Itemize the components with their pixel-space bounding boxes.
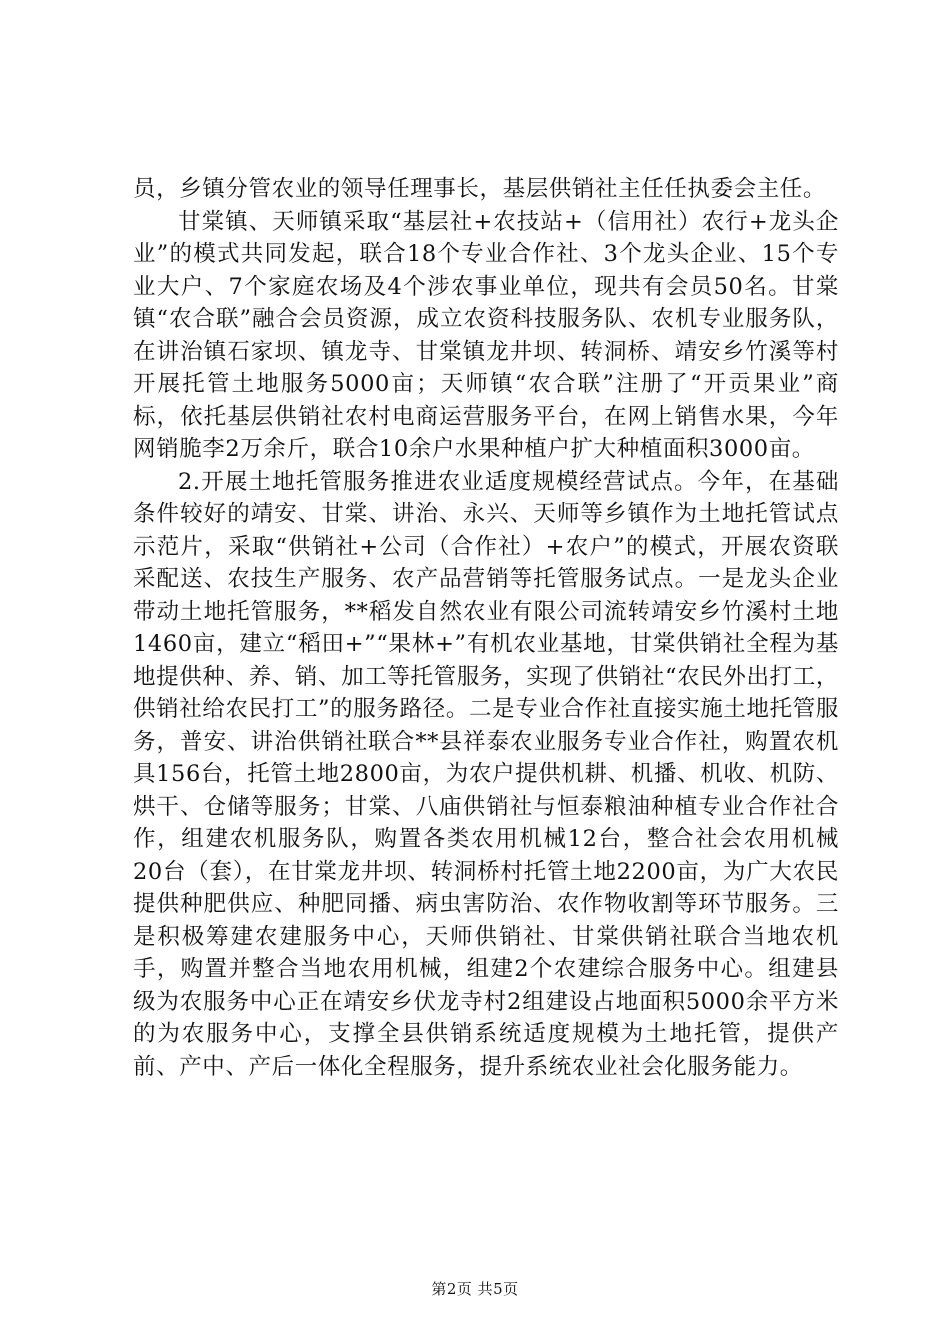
page-footer: 第2页 共5页: [431, 1280, 519, 1298]
paragraph-continued: 员，乡镇分管农业的领导任理事长，基层供销社主任任执委会主任。: [133, 176, 827, 202]
paragraph-farmers-union: 甘棠镇、天师镇采取“基层社+农技站+（信用社）农行+龙头企业”的模式共同发起，联合18个专业合作社、3个龙头企业、15个专业大户、7个家庭农场及4个涉农事业单位，现共有会员50名。甘棠镇“农合联”融合会员资源，成立农资科技服务队、农机专业服务队，在讲治镇石家坝、镇龙寺、甘棠镇龙井坝、转洞桥、靖安乡竹溪等村开展托管土地服务5000亩；天师镇“农合联”注册了“开贡果业”商标，依托基层供销社农村电商运营服务平台，在网上销售水果，今年网销脆李2万余斤，联合10余户水果种植户扩大种植面积3000亩。: [133, 208, 839, 462]
paragraph-land-trusteeship: 2.开展土地托管服务推进农业适度规模经营试点。今年，在基础条件较好的靖安、甘棠、讲治、永兴、天师等乡镇作为土地托管试点示范片，采取“供销社+公司（合作社）+农户”的模式，开展农资联采配送、农技生产服务、农产品营销等托管服务试点。一是龙头企业带动土地托管服务，**稻发自然农业有限公司流转靖安乡竹溪村土地1460亩，建立“稻田+”“果林+”有机农业基地，甘棠供销社全程为基地提供种、养、销、加工等托管服务，实现了供销社“农民外出打工，供销社给农民打工”的服务路径。二是专业合作社直接实施土地托管服务，普安、讲治供销社联合**县祥泰农业服务专业合作社，购置农机具156台，托管土地2800亩，为农户提供机耕、机播、机收、机防、烘干、仓储等服务；甘棠、八庙供销社与恒泰粮油种植专业合作社合作，组建农机服务队，购置各类农用机械12台，整合社会农用机械20台（套），在甘棠龙井坝、转洞桥村托管土地2200亩，为广大农民提供种肥供应、种肥同播、病虫害防治、农作物收割等环节服务。三是积极筹建农建服务中心，天师供销社、甘棠供销社联合当地农机手，购置并整合当地农用机械，组建2个农建综合服务中心。组建县级为农服务中心正在靖安乡伏龙寺村2组建设占地面积5000余平方米的为农服务中心，支撑全县供销系统适度规模为土地托管，提供产前、产中、产后一体化全程服务，提升系统农业社会化服务能力。: [133, 468, 839, 1080]
document-body: [133, 173, 839, 1083]
